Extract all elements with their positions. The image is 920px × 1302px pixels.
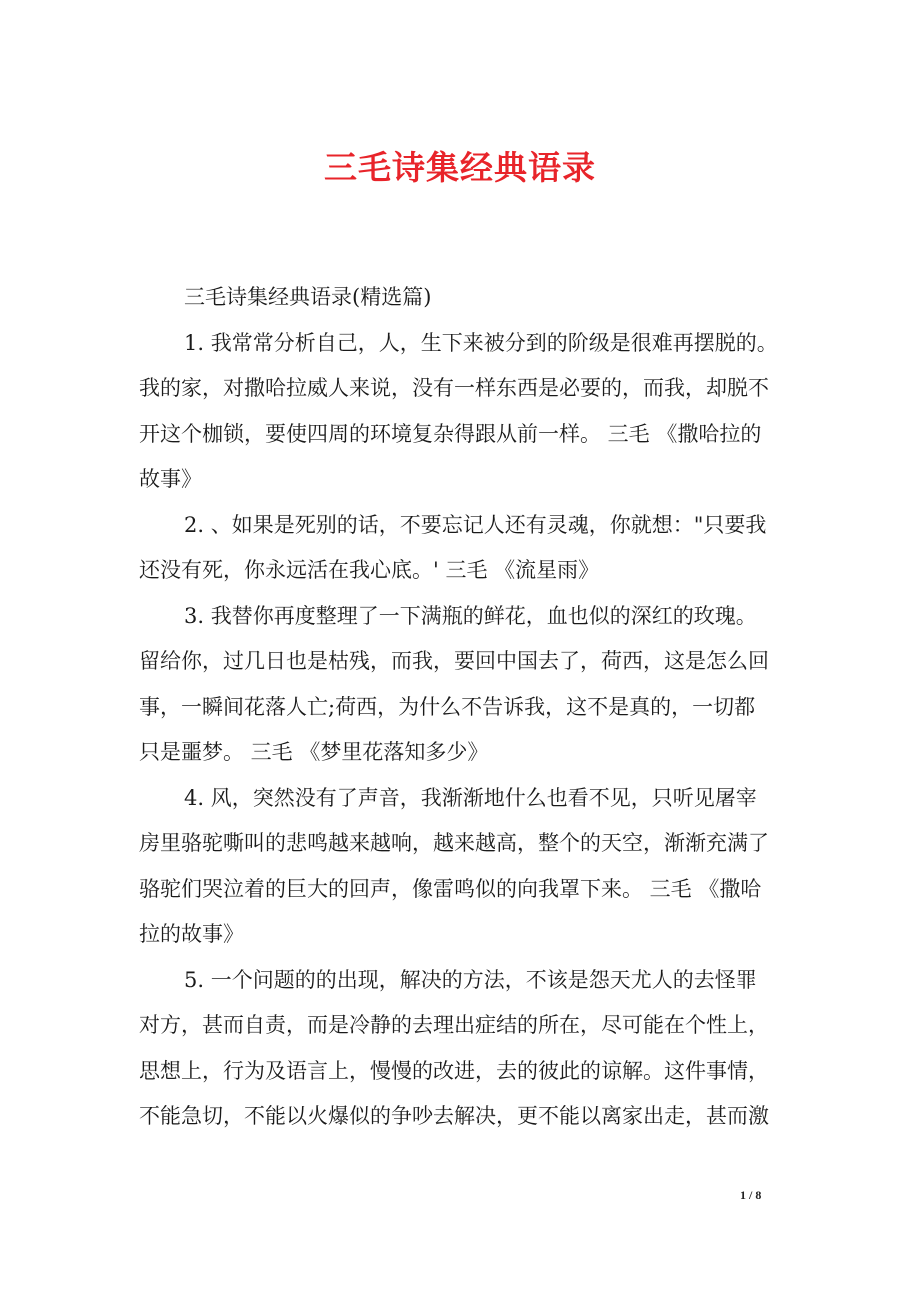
paragraph-first-line: 3. 我替你再度整理了一下满瓶的鲜花，血也似的深红的玫瑰。 [184,603,757,628]
paragraph-line: 拉的故事》 [139,922,244,946]
paragraph-line: 骆驼们哭泣着的巨大的回声，像雷鸣似的向我罩下来。 三毛 《撒哈 [139,876,762,901]
paragraph-line: 我的家，对撒哈拉威人来说，没有一样东西是必要的，而我，却脱不 [139,376,769,400]
paragraph-line: 还没有死，你永远活在我心底。' 三毛 《流星雨》 [139,558,600,582]
paragraph-first-line: 三毛诗集经典语录(精选篇) [184,285,432,309]
paragraph-line: 事，一瞬间花落人亡;荷西，为什么不告诉我，这不是真的，一切都 [139,694,756,719]
paragraph-line: 对方，甚而自责，而是冷静的去理出症结的所在，尽可能在个性上， [139,1013,769,1037]
paragraph-first-line: 1. 我常常分析自己，人，生下来被分到的阶级是很难再摆脱的。 [184,330,778,355]
paragraph-line: 故事》 [139,467,202,491]
paragraph-line: 开这个枷锁，要使四周的环境复杂得跟从前一样。 三毛 《撒哈拉的 [139,421,762,446]
paragraph-line: 不能急切，不能以火爆似的争吵去解决，更不能以离家出走，甚而激 [139,1104,769,1128]
page-number: 1 / 8 [740,1188,762,1202]
document-body [139,275,799,1140]
paragraph-first-line: 4. 风，突然没有了声音，我渐渐地什么也看不见，只听见屠宰 [184,785,757,810]
paragraph-first-line: 5. 一个问题的的出现，解决的方法，不该是怨天尤人的去怪罪 [184,967,757,992]
paragraph-line: 房里骆驼嘶叫的悲鸣越来越响，越来越高，整个的天空，渐渐充满了 [139,831,769,855]
paragraph-first-line: 2. 、如果是死别的话，不要忘记人还有灵魂，你就想："只要我 [184,512,767,537]
paragraph-line: 留给你，过几日也是枯残，而我，要回中国去了，荷西，这是怎么回 [139,649,769,673]
document-title: 三毛诗集经典语录 [324,148,596,187]
paragraph-line: 只是噩梦。 三毛 《梦里花落知多少》 [139,740,489,764]
paragraph-line: 思想上，行为及语言上，慢慢的改进，去的彼此的谅解。这件事情， [139,1058,769,1083]
